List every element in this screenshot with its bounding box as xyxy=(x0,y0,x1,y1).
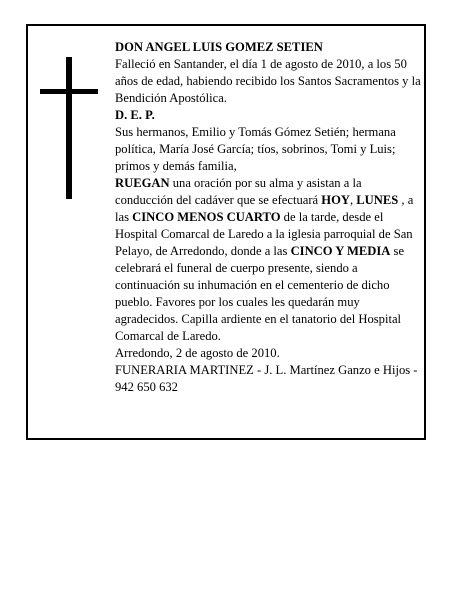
time-label-1: CINCO MENOS CUARTO xyxy=(132,210,281,224)
death-info: Falleció en Santander, el día 1 de agosto de 2010, a los 50 años de edad, habiendo recibido los Santos Sacramentos y la Bendición Apostólica. xyxy=(115,57,421,105)
prayer-text-1: una oración por su alma y asistan a la conducción del cadáver que se efectuará xyxy=(115,176,362,207)
family-list: Sus hermanos, Emilio y Tomás Gómez Setién; hermana política, María José García; tíos, sobrinos, Tomi y Luis; primos y demás familia, xyxy=(115,125,396,173)
time-label-2: CINCO Y MEDIA xyxy=(290,244,391,258)
funeral-details xyxy=(115,175,421,345)
lunes-label: LUNES xyxy=(356,193,399,207)
place-date: Arredondo, 2 de agosto de 2010. xyxy=(115,346,280,360)
ruegan-label: RUEGAN xyxy=(115,176,170,190)
cross-horizontal-bar xyxy=(40,89,98,94)
prayer-text-2: , a las xyxy=(115,193,414,224)
deceased-name: DON ANGEL LUIS GOMEZ SETIEN xyxy=(115,40,323,54)
comma-text: , xyxy=(349,193,357,207)
cross-vertical-bar xyxy=(66,57,72,199)
dep-abbreviation: D. E. P. xyxy=(115,108,155,122)
prayer-text-3: de la tarde, desde el Hospital Comarcal de Laredo a la iglesia parroquial de San Pelayo, de Arredondo, donde a las xyxy=(115,210,413,258)
prayer-text-4: se celebrará el funeral de cuerpo presente, siendo a continuación su inhumación en el cementerio de dicho pueblo. Favores por los cuales les quedarán muy agradecidos. Capilla ardiente en el tanatorio del Hospital Comarcal de Laredo. xyxy=(115,244,405,343)
notice-text xyxy=(115,39,421,396)
hoy-label: HOY xyxy=(321,193,350,207)
cross-icon xyxy=(40,57,98,199)
obituary-notice xyxy=(26,24,426,440)
funeral-home: FUNERARIA MARTINEZ - J. L. Martínez Ganzo e Hijos - 942 650 632 xyxy=(115,363,418,394)
